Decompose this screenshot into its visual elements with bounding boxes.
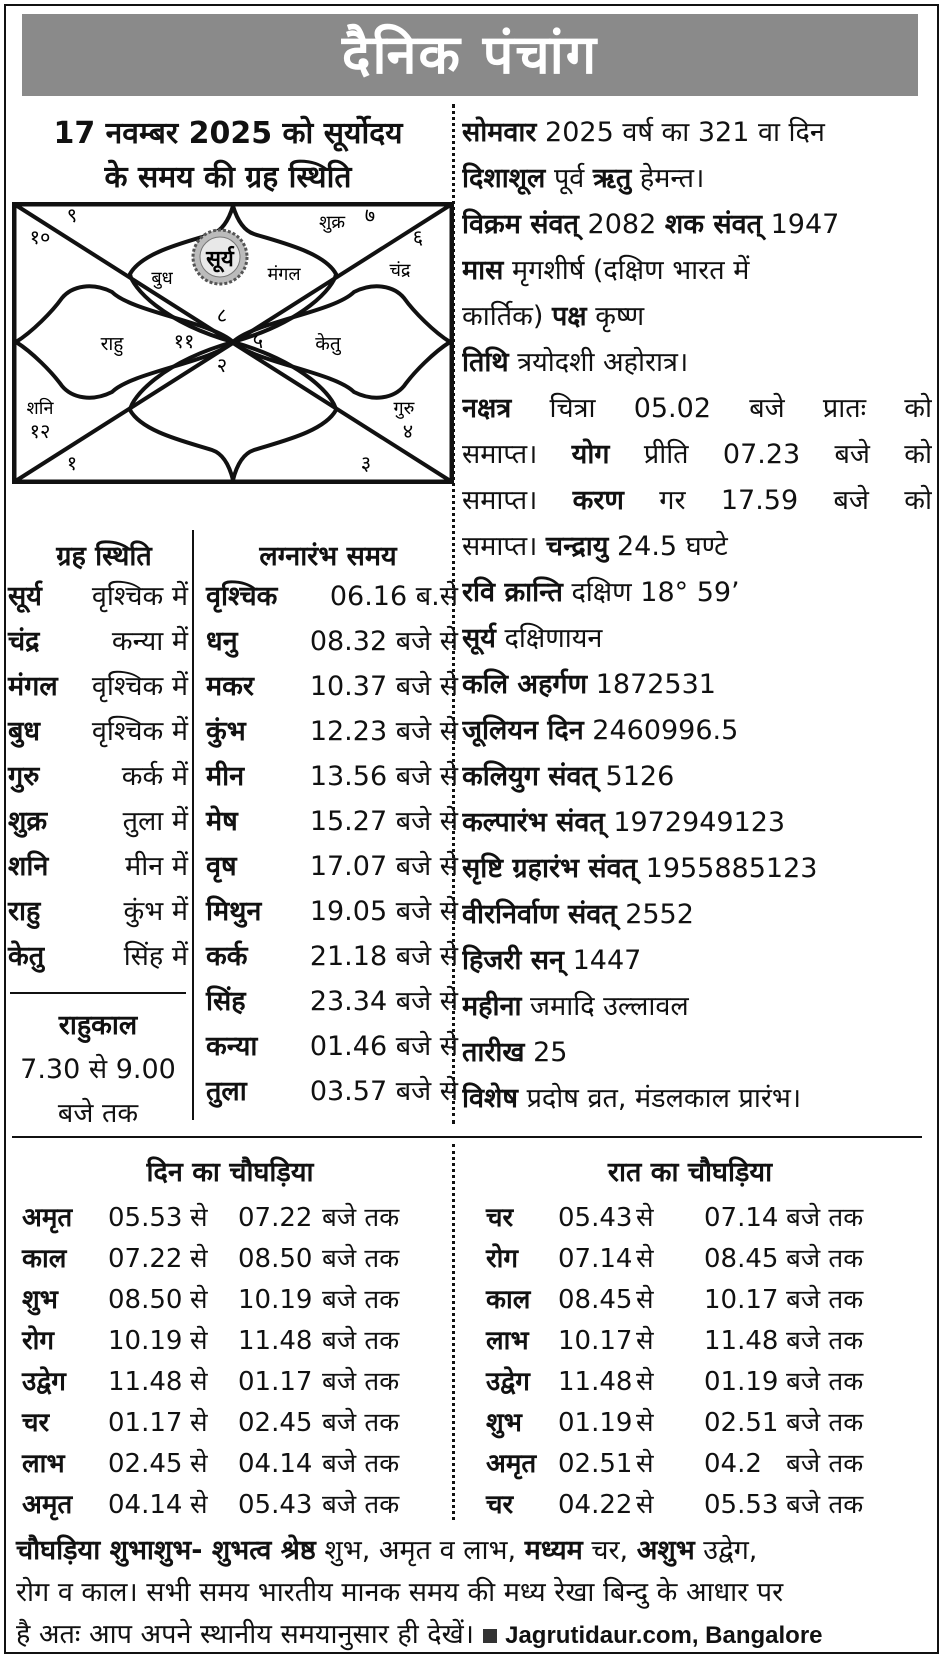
kundli-house-7: २	[216, 353, 228, 377]
choghadiya-to: 01.17	[238, 1367, 313, 1397]
choghadiya-tail: बजे तक	[322, 1244, 400, 1274]
panchang-value: मृगशीर्ष (दक्षिण भारत में	[503, 255, 750, 286]
choghadiya-se: से	[636, 1285, 654, 1315]
panchang-value: 24.5 घण्टे	[608, 531, 728, 562]
choghadiya-name: शुभ	[486, 1408, 522, 1438]
panchang-value: 2025 वर्ष का 321 वा दिन	[536, 117, 825, 148]
kundli-house-5: १२	[29, 419, 51, 443]
choghadiya-name: अमृत	[22, 1490, 73, 1520]
choghadiya-name: रोग	[22, 1326, 55, 1356]
footer-note	[16, 1530, 930, 1657]
kundli-guru: गुरु	[393, 398, 415, 419]
choghadiya-row	[22, 1485, 462, 1526]
kundli-chart	[12, 202, 454, 484]
choghadiya-name: चर	[22, 1408, 50, 1438]
panchang-value: 2552	[616, 899, 694, 930]
lagna-name: मकर	[206, 671, 254, 702]
choghadiya-se: से	[636, 1203, 654, 1233]
rahukaal-tail: बजे तक	[57, 1098, 139, 1129]
grah-planet: मंगल	[8, 671, 58, 702]
choghadiya-name: लाभ	[22, 1449, 65, 1479]
grah-row	[8, 664, 188, 710]
panchang-line	[462, 294, 932, 340]
choghadiya-to: 11.48	[238, 1326, 313, 1356]
lagna-name: कन्या	[206, 1031, 258, 1062]
choghadiya-se: से	[190, 1285, 208, 1315]
choghadiya-from: 02.51	[558, 1449, 633, 1479]
panchang-line	[462, 984, 932, 1030]
kundli-mangal: मंगल	[267, 264, 301, 285]
grah-planet: सूर्य	[8, 581, 42, 612]
panchang-line	[462, 800, 932, 846]
grah-rashi: कन्या में	[111, 626, 188, 657]
choghadiya-tail: बजे तक	[322, 1367, 400, 1397]
panchang-line	[462, 156, 932, 202]
panchang-line	[462, 662, 932, 708]
panchang-value: पूर्व	[545, 163, 593, 194]
panchang-line	[462, 1076, 932, 1122]
choghadiya-name: रोग	[486, 1244, 519, 1274]
choghadiya-from: 10.17	[558, 1326, 633, 1356]
panchang-line	[462, 386, 932, 432]
kundli-house-1: ८	[216, 303, 228, 327]
night-choghadiya-heading: रात का चौघड़िया	[607, 1157, 773, 1188]
grah-row	[8, 709, 188, 755]
choghadiya-from: 11.48	[558, 1367, 633, 1397]
choghadiya-to: 07.22	[238, 1203, 313, 1233]
panchang-value: प्रदोष व्रत, मंडलकाल प्रारंभ।	[517, 1083, 802, 1114]
panchang-line	[462, 892, 932, 938]
choghadiya-from: 07.22	[108, 1244, 183, 1274]
lagna-name: धनु	[206, 626, 238, 657]
grah-rashi: सिंह में	[123, 941, 188, 972]
choghadiya-name: अमृत	[486, 1449, 537, 1479]
panchang-value: समाप्त।	[462, 531, 546, 562]
choghadiya-name: शुभ	[22, 1285, 58, 1315]
chart-title-line-2: के समय की ग्रह स्थिति	[104, 160, 352, 195]
choghadiya-name: अमृत	[22, 1203, 73, 1233]
grah-rashi: वृश्चिक में	[91, 716, 188, 747]
choghadiya-to: 04.2	[704, 1449, 762, 1479]
choghadiya-from: 08.45	[558, 1285, 633, 1315]
lagna-name: कुंभ	[206, 716, 246, 747]
panchang-label: शक संवत्	[664, 209, 762, 240]
choghadiya-row	[22, 1403, 462, 1444]
panchang-label: वीरनिर्वाण संवत्	[462, 899, 617, 930]
choghadiya-tail: बजे तक	[786, 1449, 864, 1479]
choghadiya-to: 05.43	[238, 1490, 313, 1520]
lagna-name: मिथुन	[206, 896, 262, 927]
panchang-label: योग	[571, 439, 610, 470]
kundli-budh: बुध	[151, 268, 173, 289]
square-icon	[483, 1629, 497, 1643]
choghadiya-row	[22, 1239, 462, 1280]
panchang-value: त्रयोदशी अहोरात्र।	[508, 347, 689, 378]
panchang-label: सृष्टि ग्रहारंभ संवत्	[462, 853, 638, 884]
panchang-value: गर 17.59 बजे को	[623, 485, 932, 516]
choghadiya-name: काल	[486, 1285, 531, 1315]
kundli-chandra: चंद्र	[389, 260, 411, 281]
choghadiya-row	[22, 1321, 462, 1362]
grah-sthiti-heading: ग्रह स्थिति	[56, 541, 152, 572]
panchang-value: 2082	[578, 209, 665, 240]
kundli-house-12: ७	[364, 203, 376, 227]
panchang-line	[462, 754, 932, 800]
kundli-sun: सूर्य	[206, 247, 234, 272]
choghadiya-to: 02.45	[238, 1408, 313, 1438]
panchang-label: ऋतु	[592, 163, 632, 194]
choghadiya-se: से	[636, 1244, 654, 1274]
choghadiya-se: से	[190, 1326, 208, 1356]
choghadiya-se: से	[636, 1449, 654, 1479]
kundli-rahu: राहु	[100, 333, 124, 355]
panchang-line	[462, 938, 932, 984]
panchang-value: 2460996.5	[583, 715, 739, 746]
grah-row	[8, 574, 188, 620]
chart-title-line-1: 17 नवम्बर 2025 को सूर्योदय	[53, 116, 403, 151]
kundli-house-4: ११	[173, 329, 195, 353]
kundli-house-10: ५	[252, 329, 264, 353]
lagna-name: तुला	[206, 1076, 247, 1107]
footer-line-2: रोग व काल। सभी समय भारतीय मानक समय की मध्य रेखा बिन्दु के आधार पर	[16, 1577, 784, 1608]
panchang-value: समाप्त।	[462, 439, 572, 470]
grah-rashi: कर्क में	[121, 761, 188, 792]
choghadiya-to: 11.48	[704, 1326, 779, 1356]
lagna-time: 17.07 बजे से	[309, 851, 458, 882]
choghadiya-row	[22, 1280, 462, 1321]
lagna-row	[206, 664, 458, 710]
choghadiya-row	[22, 1444, 462, 1485]
lagna-row	[206, 1069, 458, 1115]
lagna-name: मेष	[206, 806, 238, 837]
choghadiya-row	[486, 1280, 926, 1321]
choghadiya-tail: बजे तक	[322, 1490, 400, 1520]
panchang-label: महीना	[462, 991, 522, 1022]
choghadiya-name: उद्वेग	[22, 1367, 66, 1397]
lagna-row	[206, 844, 458, 890]
choghadiya-tail: बजे तक	[786, 1408, 864, 1438]
choghadiya-from: 11.48	[108, 1367, 183, 1397]
kundli-house-6: १	[66, 451, 78, 475]
choghadiya-name: चर	[486, 1490, 514, 1520]
choghadiya-se: से	[190, 1408, 208, 1438]
choghadiya-se: से	[190, 1367, 208, 1397]
grah-row	[8, 799, 188, 845]
lagna-time: 21.18 बजे से	[309, 941, 458, 972]
lagna-row	[206, 889, 458, 935]
lagna-row	[206, 754, 458, 800]
lagna-time: 03.57 बजे से	[309, 1076, 458, 1107]
choghadiya-to: 10.17	[704, 1285, 779, 1315]
panchang-value: प्रीति 07.23 बजे को	[609, 439, 932, 470]
choghadiya-from: 02.45	[108, 1449, 183, 1479]
choghadiya-separator	[12, 1136, 922, 1138]
panchang-value: 1955885123	[637, 853, 818, 884]
panchang-label: कलियुग संवत्	[462, 761, 597, 792]
choghadiya-to: 04.14	[238, 1449, 313, 1479]
choghadiya-name: काल	[22, 1244, 67, 1274]
footer-bold-2: मध्यम	[524, 1535, 583, 1566]
panchang-line	[462, 570, 932, 616]
choghadiya-se: से	[190, 1203, 208, 1233]
lagna-row	[206, 934, 458, 980]
panchang-label: दिशाशूल	[462, 163, 546, 194]
choghadiya-from: 08.50	[108, 1285, 183, 1315]
grah-row	[8, 889, 188, 935]
panchang-value: हेमन्त।	[631, 163, 705, 194]
choghadiya-from: 01.19	[558, 1408, 633, 1438]
choghadiya-from: 04.14	[108, 1490, 183, 1520]
grah-row	[8, 754, 188, 800]
lagna-time: 12.23 बजे से	[309, 716, 458, 747]
lagna-name: वृश्चिक	[206, 581, 278, 612]
choghadiya-se: से	[636, 1326, 654, 1356]
grah-planet: चंद्र	[8, 626, 40, 657]
panchang-value: 1872531	[587, 669, 716, 700]
panchang-value: कार्तिक)	[462, 301, 552, 332]
choghadiya-tail: बजे तक	[786, 1203, 864, 1233]
lagna-row	[206, 709, 458, 755]
grah-planet: शुक्र	[8, 806, 48, 837]
choghadiya-se: से	[190, 1244, 208, 1274]
footer-text-3: उद्वेग,	[694, 1535, 758, 1566]
panchang-label: सोमवार	[462, 117, 537, 148]
grah-rashi: कुंभ में	[123, 896, 188, 927]
choghadiya-tail: बजे तक	[322, 1449, 400, 1479]
panchang-label: विक्रम संवत्	[462, 209, 579, 240]
footer-text-1: शुभ, अमृत व लाभ,	[315, 1535, 525, 1566]
choghadiya-from: 01.17	[108, 1408, 183, 1438]
footer-bold-3: अशुभ	[636, 1535, 695, 1566]
choghadiya-se: से	[190, 1490, 208, 1520]
panchang-line	[462, 616, 932, 662]
panchang-value: 1447	[564, 945, 642, 976]
grah-row	[8, 934, 188, 980]
choghadiya-row	[486, 1239, 926, 1280]
chart-title	[14, 112, 442, 200]
choghadiya-to: 07.14	[704, 1203, 779, 1233]
choghadiya-to: 10.19	[238, 1285, 313, 1315]
lagna-row	[206, 619, 458, 665]
lagna-time: 23.34 बजे से	[309, 986, 458, 1017]
panchang-line	[462, 478, 932, 524]
panchang-label: तारीख	[462, 1037, 525, 1068]
rahukaal-box	[8, 1004, 188, 1136]
panchang-value: चित्रा 05.02 बजे प्रातः को	[511, 393, 932, 424]
choghadiya-to: 01.19	[704, 1367, 779, 1397]
lagna-row	[206, 979, 458, 1025]
choghadiya-from: 04.22	[558, 1490, 633, 1520]
lagna-name: कर्क	[206, 941, 248, 972]
banner-title: दैनिक पंचांग	[22, 14, 918, 96]
choghadiya-tail: बजे तक	[322, 1326, 400, 1356]
lagna-time: 08.32 बजे से	[309, 626, 458, 657]
choghadiya-tail: बजे तक	[322, 1203, 400, 1233]
lagna-time: 01.46 बजे से	[309, 1031, 458, 1062]
lagna-row	[206, 574, 458, 620]
rahukaal-heading: राहुकाल	[58, 1010, 138, 1041]
panchang-value: 1947	[762, 209, 840, 240]
choghadiya-row	[486, 1444, 926, 1485]
choghadiya-row	[486, 1321, 926, 1362]
panchang-label: मास	[462, 255, 504, 286]
panchang-label: विशेष	[462, 1083, 518, 1114]
panchang-line	[462, 202, 932, 248]
panchang-line	[462, 708, 932, 754]
grah-planet: बुध	[8, 716, 41, 747]
panchang-label: कलि अहर्गण	[462, 669, 588, 700]
panchang-value: दक्षिणायन	[495, 623, 603, 654]
footer-bold-1: चौघड़िया शुभाशुभ- शुभत्व श्रेष्ठ	[16, 1535, 316, 1566]
panchang-value: जमादि उल्लावल	[521, 991, 689, 1022]
panchang-details	[462, 110, 932, 1122]
panchang-line	[462, 1030, 932, 1076]
panchang-line	[462, 524, 932, 570]
lagna-time: 06.16 ब.से	[329, 581, 458, 612]
footer-line-3: है अतः आप अपने स्थानीय समयानुसार ही देखें।	[16, 1619, 474, 1650]
rahukaal-time: 7.30 से 9.00	[20, 1054, 176, 1085]
lagna-time: 13.56 बजे से	[309, 761, 458, 792]
panchang-label: सूर्य	[462, 623, 496, 654]
choghadiya-tail: बजे तक	[786, 1490, 864, 1520]
lagna-row	[206, 799, 458, 845]
choghadiya-from: 07.14	[558, 1244, 633, 1274]
choghadiya-row	[486, 1403, 926, 1444]
panchang-label: पक्ष	[551, 301, 587, 332]
kundli-shani: शनि	[26, 398, 54, 419]
panchang-value: दक्षिण 18° 59’	[562, 577, 740, 608]
choghadiya-name: लाभ	[486, 1326, 529, 1356]
panchang-label: चन्द्रायु	[545, 531, 609, 562]
choghadiya-to: 08.50	[238, 1244, 313, 1274]
choghadiya-se: से	[636, 1408, 654, 1438]
panchang-label: हिजरी सन्	[462, 945, 565, 976]
grah-rashi: वृश्चिक में	[91, 581, 188, 612]
lagna-time: 15.27 बजे से	[309, 806, 458, 837]
choghadiya-row	[486, 1362, 926, 1403]
choghadiya-name: चर	[486, 1203, 514, 1233]
choghadiya-from: 10.19	[108, 1326, 183, 1356]
panchang-value: समाप्त।	[462, 485, 573, 516]
choghadiya-from: 05.53	[108, 1203, 183, 1233]
choghadiya-row	[486, 1198, 926, 1239]
choghadiya-name: उद्वेग	[486, 1367, 530, 1397]
panchang-line	[462, 846, 932, 892]
panchang-label: नक्षत्र	[462, 393, 512, 424]
grah-planet: शनि	[8, 851, 49, 882]
lagna-name: वृष	[206, 851, 237, 882]
grah-rashi: तुला में	[122, 806, 188, 837]
panchang-value: 25	[524, 1037, 568, 1068]
lagna-time: 19.05 बजे से	[309, 896, 458, 927]
choghadiya-from: 05.43	[558, 1203, 633, 1233]
panchang-value: कृष्ण	[586, 301, 645, 332]
lagna-time: 10.37 बजे से	[309, 671, 458, 702]
kundli-house-8: ३	[360, 451, 372, 475]
panchang-value: 5126	[596, 761, 675, 792]
grah-planet: राहु	[8, 896, 41, 927]
grah-planet: गुरु	[8, 761, 40, 792]
choghadiya-tail: बजे तक	[786, 1367, 864, 1397]
panchang-value: 1972949123	[604, 807, 786, 838]
grah-rashi: वृश्चिक में	[91, 671, 188, 702]
choghadiya-row	[22, 1362, 462, 1403]
panchang-line	[462, 110, 932, 156]
lagna-row	[206, 1024, 458, 1070]
grah-planet: केतु	[8, 941, 45, 972]
kundli-house-11: ६	[412, 225, 424, 249]
choghadiya-row	[22, 1198, 462, 1239]
panchang-label: जूलियन दिन	[462, 715, 584, 746]
choghadiya-tail: बजे तक	[322, 1285, 400, 1315]
kundli-ketu: केतु	[315, 333, 341, 355]
lagnarambh-heading: लग्नारंभ समय	[259, 541, 397, 572]
grah-rashi: मीन में	[125, 851, 188, 882]
panchang-label: करण	[572, 485, 624, 516]
day-choghadiya-heading: दिन का चौघड़िया	[146, 1157, 314, 1188]
choghadiya-se: से	[636, 1490, 654, 1520]
choghadiya-tail: बजे तक	[322, 1408, 400, 1438]
grah-row	[8, 619, 188, 665]
panchang-line	[462, 248, 932, 294]
choghadiya-row	[486, 1485, 926, 1526]
panchang-label: कल्पारंभ संवत्	[462, 807, 605, 838]
choghadiya-to: 08.45	[704, 1244, 779, 1274]
choghadiya-se: से	[636, 1367, 654, 1397]
rahukaal-separator	[10, 992, 186, 994]
panchang-line	[462, 432, 932, 478]
lagna-name: मीन	[206, 761, 245, 792]
choghadiya-to: 02.51	[704, 1408, 779, 1438]
panchang-line	[462, 340, 932, 386]
kundli-house-2: ९	[66, 203, 78, 227]
choghadiya-tail: बजे तक	[786, 1244, 864, 1274]
lagna-name: सिंह	[206, 986, 246, 1017]
grah-lagna-divider	[192, 530, 194, 1120]
kundli-house-3: १०	[29, 225, 51, 249]
kundli-house-9: ४	[402, 419, 414, 443]
choghadiya-tail: बजे तक	[786, 1285, 864, 1315]
choghadiya-to: 05.53	[704, 1490, 779, 1520]
panchang-label: तिथि	[462, 347, 509, 378]
kundli-shukra: शुक्र	[318, 212, 346, 233]
panchang-label: रवि क्रान्ति	[462, 577, 563, 608]
footer-text-2: चर,	[582, 1535, 637, 1566]
choghadiya-se: से	[190, 1449, 208, 1479]
grah-row	[8, 844, 188, 890]
source-credit: Jagrutidaur.com, Bangalore	[505, 1622, 823, 1649]
choghadiya-tail: बजे तक	[786, 1326, 864, 1356]
